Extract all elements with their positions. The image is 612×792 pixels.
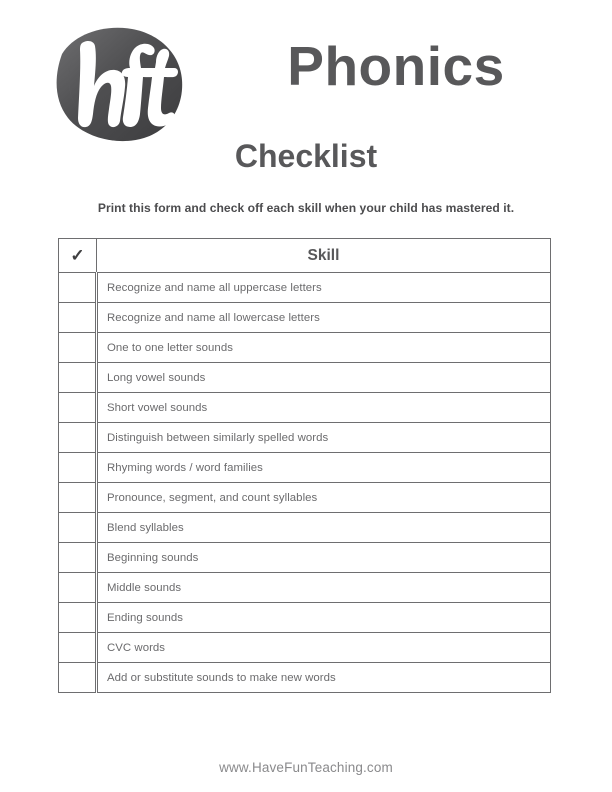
skill-label-cell: Pronounce, segment, and count syllables	[97, 483, 551, 513]
page-subtitle: Checklist	[234, 138, 378, 174]
skill-label-cell: Blend syllables	[97, 513, 551, 543]
instruction-text: Print this form and check off each skill when your child has mastered it.	[97, 201, 515, 215]
skill-label-cell: Add or substitute sounds to make new words	[97, 663, 551, 693]
skill-label-cell: Long vowel sounds	[97, 363, 551, 393]
table-row	[59, 633, 551, 663]
table-row	[59, 603, 551, 633]
skill-checkbox-cell[interactable]	[59, 453, 97, 483]
table-row	[59, 273, 551, 303]
skill-label-cell: Distinguish between similarly spelled words	[97, 423, 551, 453]
table-row	[59, 453, 551, 483]
table-row	[59, 573, 551, 603]
skill-label-cell: Middle sounds	[97, 573, 551, 603]
skill-checkbox-cell[interactable]	[59, 393, 97, 423]
phonics-checklist-table	[58, 238, 551, 693]
table-header	[59, 239, 551, 273]
table-row	[59, 423, 551, 453]
skill-checkbox-cell[interactable]	[59, 333, 97, 363]
skill-checkbox-cell[interactable]	[59, 363, 97, 393]
skill-checkbox-cell[interactable]	[59, 633, 97, 663]
page-header	[0, 0, 612, 215]
skill-checkbox-cell[interactable]	[59, 573, 97, 603]
table-header-row	[59, 239, 551, 273]
skill-checkbox-cell[interactable]	[59, 663, 97, 693]
table-row	[59, 483, 551, 513]
checkmark-icon: ✓	[70, 246, 85, 265]
skill-label-cell: Recognize and name all lowercase letters	[97, 303, 551, 333]
column-header-skill: Skill	[97, 239, 551, 273]
skill-checkbox-cell[interactable]	[59, 273, 97, 303]
table-row	[59, 333, 551, 363]
skill-label-cell: Beginning sounds	[97, 543, 551, 573]
table-row	[59, 663, 551, 693]
skill-checkbox-cell[interactable]	[59, 603, 97, 633]
skill-checkbox-cell[interactable]	[59, 543, 97, 573]
footer-website: www.HaveFunTeaching.com	[219, 760, 393, 775]
table-row	[59, 303, 551, 333]
page-title: Phonics	[287, 35, 505, 97]
table-body	[59, 273, 551, 693]
table-row	[59, 363, 551, 393]
column-header-check	[59, 239, 97, 273]
skill-label-cell: Short vowel sounds	[97, 393, 551, 423]
skill-label-cell: One to one letter sounds	[97, 333, 551, 363]
skill-label-cell: Recognize and name all uppercase letters	[97, 273, 551, 303]
table-row	[59, 543, 551, 573]
skill-checkbox-cell[interactable]	[59, 483, 97, 513]
skill-label-cell: CVC words	[97, 633, 551, 663]
table-row	[59, 513, 551, 543]
skill-checkbox-cell[interactable]	[59, 513, 97, 543]
table-row	[59, 393, 551, 423]
skill-label-cell: Rhyming words / word families	[97, 453, 551, 483]
skill-label-cell: Ending sounds	[97, 603, 551, 633]
skill-checkbox-cell[interactable]	[59, 303, 97, 333]
hft-logo-icon	[44, 24, 186, 146]
skill-checkbox-cell[interactable]	[59, 423, 97, 453]
